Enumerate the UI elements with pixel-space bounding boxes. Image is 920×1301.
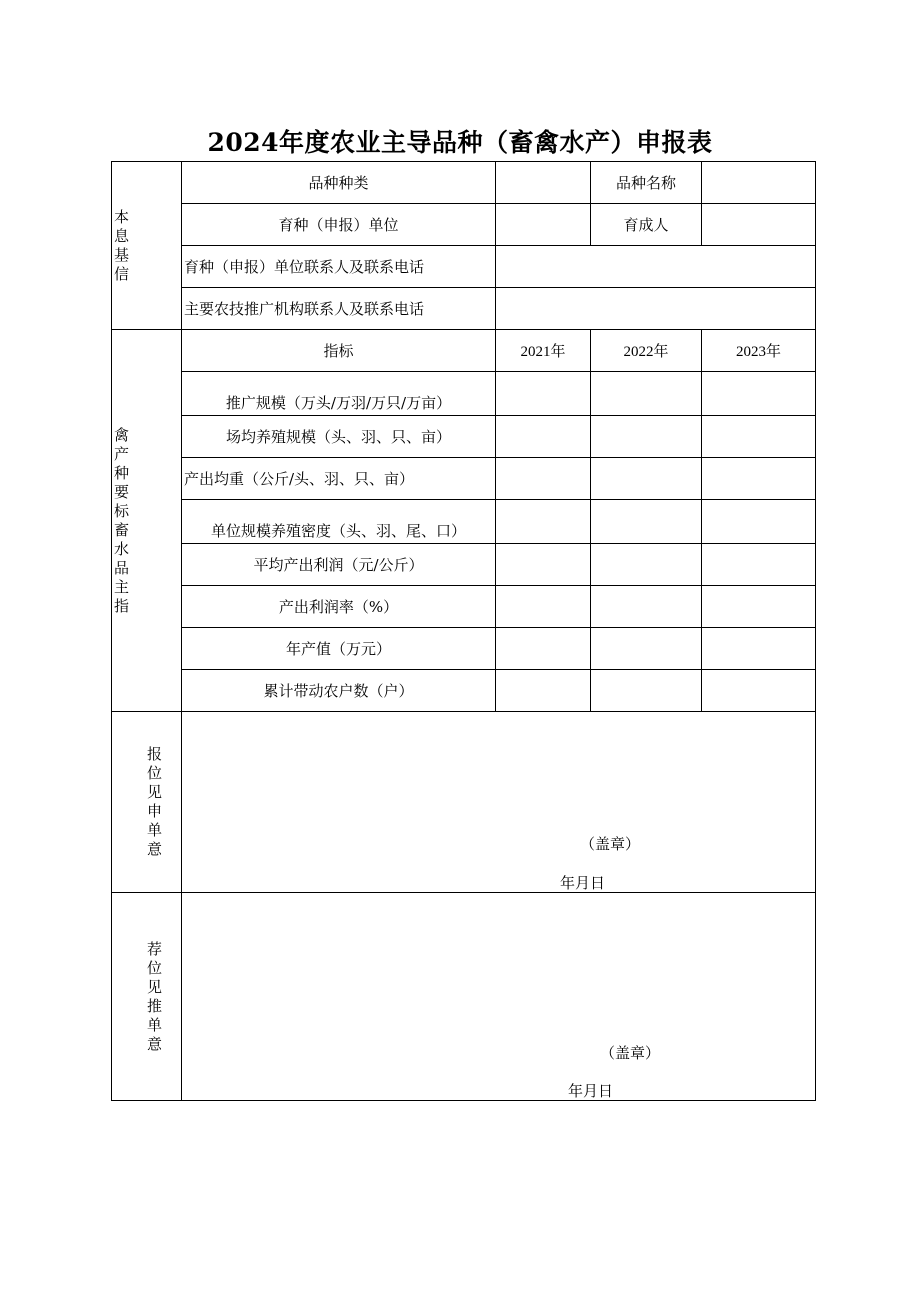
indicator-cell[interactable] [702, 544, 816, 586]
breed-category-field[interactable] [496, 162, 591, 204]
indicator-cell[interactable] [496, 628, 591, 670]
page-title: 2024年度农业主导品种（畜禽水产）申报表 [207, 128, 713, 157]
indicator-cell[interactable] [496, 458, 591, 500]
recommender-opinion-section-text: 荐位见推单意 [146, 939, 162, 1053]
indicator-cell[interactable] [702, 670, 816, 712]
indicator-cell[interactable] [702, 416, 816, 458]
indicator-row-label: 产出利润率（%） [182, 586, 496, 628]
indicator-row-label: 平均产出利润（元/公斤） [182, 544, 496, 586]
applicant-seal-text: （盖章） [580, 835, 641, 853]
indicator-cell[interactable] [591, 628, 702, 670]
breeder-label: 育成人 [591, 204, 702, 246]
indicator-cell[interactable] [702, 372, 816, 416]
indicator-cell[interactable] [496, 670, 591, 712]
indicator-row-label: 年产值（万元） [182, 628, 496, 670]
breed-name-label: 品种名称 [591, 162, 702, 204]
applicant-opinion-section-text: 报位见申单意 [146, 745, 162, 858]
breeding-unit-label: 育种（申报）单位 [182, 204, 496, 246]
applicant-opinion-section-label [112, 712, 182, 893]
indicator-cell[interactable] [702, 458, 816, 500]
basic-info-section-text: 本息基信 [114, 207, 130, 283]
indicator-section-label [112, 330, 182, 712]
indicator-cell[interactable] [591, 416, 702, 458]
year-header-2021: 2021年 [496, 330, 591, 372]
indicator-cell[interactable] [702, 628, 816, 670]
indicator-header: 指标 [182, 330, 496, 372]
indicator-row-label: 产出均重（公斤/头、羽、只、亩） [182, 458, 496, 500]
basic-info-section-label [112, 162, 182, 330]
recommender-seal-text: （盖章） [600, 1044, 661, 1062]
recommender-opinion-section-label [112, 893, 182, 1101]
extension-contact-field[interactable] [496, 288, 816, 330]
indicator-cell[interactable] [591, 458, 702, 500]
applicant-opinion-field[interactable] [182, 712, 816, 893]
indicator-cell[interactable] [702, 500, 816, 544]
unit-contact-field[interactable] [496, 246, 816, 288]
breed-name-field[interactable] [702, 162, 816, 204]
indicator-row-label: 累计带动农户数（户） [182, 670, 496, 712]
indicator-cell[interactable] [496, 416, 591, 458]
indicator-cell[interactable] [496, 586, 591, 628]
indicator-cell[interactable] [496, 544, 591, 586]
indicator-row-label: 场均养殖规模（头、羽、只、亩） [182, 416, 496, 458]
indicator-row-label: 推广规模（万头/万羽/万只/万亩） [182, 372, 496, 416]
indicator-cell[interactable] [591, 670, 702, 712]
indicator-cell[interactable] [591, 586, 702, 628]
indicator-row-label: 单位规模养殖密度（头、羽、尾、口） [182, 500, 496, 544]
extension-contact-label: 主要农技推广机构联系人及联系电话 [182, 288, 496, 330]
year-header-2022: 2022年 [591, 330, 702, 372]
recommender-date-text: 年月日 [568, 1082, 614, 1100]
applicant-date-text: 年月日 [560, 874, 606, 892]
indicator-cell[interactable] [591, 500, 702, 544]
indicator-cell[interactable] [496, 372, 591, 416]
breeding-unit-field[interactable] [496, 204, 591, 246]
unit-contact-label: 育种（申报）单位联系人及联系电话 [182, 246, 496, 288]
indicator-cell[interactable] [591, 544, 702, 586]
breeder-field[interactable] [702, 204, 816, 246]
recommender-opinion-field[interactable] [182, 893, 816, 1101]
breed-category-label: 品种种类 [182, 162, 496, 204]
application-form-table [111, 161, 816, 1101]
indicator-cell[interactable] [702, 586, 816, 628]
indicator-cell[interactable] [591, 372, 702, 416]
year-header-2023: 2023年 [702, 330, 816, 372]
indicator-cell[interactable] [496, 500, 591, 544]
indicator-section-text: 禽产种要标畜水品主指 [114, 425, 130, 615]
